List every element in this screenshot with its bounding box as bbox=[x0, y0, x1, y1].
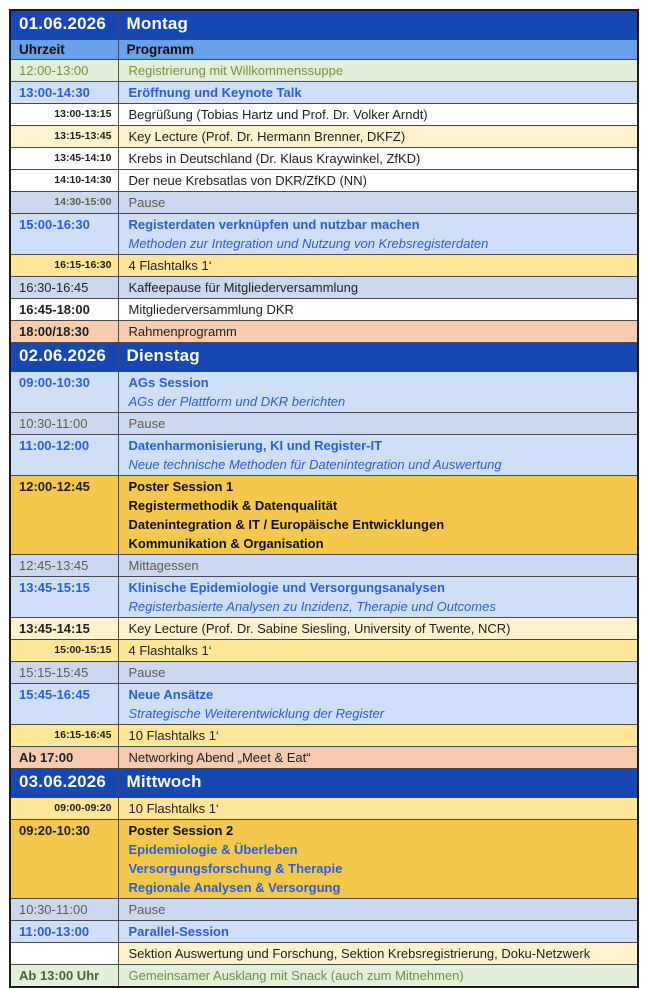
time-cell: 13:45-14:15 bbox=[10, 618, 118, 640]
program-line: Krebs in Deutschland (Dr. Klaus Kraywinkel, ZfKD) bbox=[128, 151, 421, 166]
program-line: Registermethodik & Datenqualität bbox=[128, 498, 338, 513]
time-cell: 09:00-10:30 bbox=[10, 372, 118, 413]
program-line: Begrüßung (Tobias Hartz und Prof. Dr. Volker Arndt) bbox=[128, 107, 428, 122]
time-cell: 15:00-15:15 bbox=[10, 640, 118, 662]
column-header-program: Programm bbox=[118, 40, 638, 60]
program-cell bbox=[118, 299, 638, 321]
program-line: Klinische Epidemiologie und Versorgungsanalysen bbox=[128, 580, 445, 595]
program-line: Registerbasierte Analysen zu Inzidenz, Therapie und Outcomes bbox=[128, 599, 496, 614]
program-cell bbox=[118, 820, 638, 899]
day-date: 01.06.2026 bbox=[10, 10, 118, 40]
program-line: Gemeinsamer Ausklang mit Snack (auch zum Mitnehmen) bbox=[128, 968, 464, 983]
time-cell: 13:45-14:10 bbox=[10, 148, 118, 170]
schedule-row bbox=[10, 148, 638, 170]
schedule-row bbox=[10, 126, 638, 148]
program-line: Methoden zur Integration und Nutzung von Krebsregisterdaten bbox=[128, 236, 489, 251]
schedule-row bbox=[10, 965, 638, 988]
time-cell bbox=[10, 943, 118, 965]
program-cell bbox=[118, 899, 638, 921]
program-cell bbox=[118, 618, 638, 640]
program-cell bbox=[118, 148, 638, 170]
time-cell: 14:10-14:30 bbox=[10, 170, 118, 192]
program-line: Neue technische Methoden für Datenintegration und Auswertung bbox=[128, 457, 502, 472]
program-line: Epidemiologie & Überleben bbox=[128, 842, 298, 857]
schedule-row bbox=[10, 577, 638, 618]
program-line: Mitgliederversammlung DKR bbox=[128, 302, 294, 317]
program-cell bbox=[118, 577, 638, 618]
program-cell bbox=[118, 255, 638, 277]
program-cell bbox=[118, 372, 638, 413]
program-line: Versorgungsforschung & Therapie bbox=[128, 861, 343, 876]
program-line: 4 Flashtalks 1‘ bbox=[128, 258, 212, 273]
program-line: Networking Abend „Meet & Eat“ bbox=[128, 750, 311, 765]
program-line: Registerdaten verknüpfen und nutzbar machen bbox=[128, 217, 420, 232]
day-header-row bbox=[10, 10, 638, 40]
program-cell bbox=[118, 413, 638, 435]
program-line: Rahmenprogramm bbox=[128, 324, 237, 339]
program-cell bbox=[118, 747, 638, 769]
time-cell: 13:00-13:15 bbox=[10, 104, 118, 126]
schedule-row bbox=[10, 725, 638, 747]
column-header-row bbox=[10, 40, 638, 60]
schedule-row bbox=[10, 618, 638, 640]
time-cell: 13:00-14:30 bbox=[10, 82, 118, 104]
program-line: Mittagessen bbox=[128, 558, 199, 573]
time-cell: 12:00-13:00 bbox=[10, 60, 118, 82]
program-line: Key Lecture (Prof. Dr. Hermann Brenner, DKFZ) bbox=[128, 129, 406, 144]
program-line: Strategische Weiterentwicklung der Register bbox=[128, 706, 385, 721]
schedule-row bbox=[10, 555, 638, 577]
schedule-row bbox=[10, 214, 638, 255]
program-line: Kommunikation & Organisation bbox=[128, 536, 324, 551]
schedule-row bbox=[10, 640, 638, 662]
day-weekday: Mittwoch bbox=[118, 769, 638, 798]
program-line: Regionale Analysen & Versorgung bbox=[128, 880, 341, 895]
program-cell bbox=[118, 965, 638, 988]
time-cell: 09:00-09:20 bbox=[10, 798, 118, 820]
time-cell: 16:15-16:45 bbox=[10, 725, 118, 747]
program-line: Poster Session 1 bbox=[128, 479, 234, 494]
time-cell: 11:00-12:00 bbox=[10, 435, 118, 476]
program-line: AGs der Plattform und DKR berichten bbox=[128, 394, 346, 409]
program-line: 4 Flashtalks 1‘ bbox=[128, 643, 212, 658]
time-cell: 13:45-15:15 bbox=[10, 577, 118, 618]
schedule-row bbox=[10, 192, 638, 214]
time-cell: 16:30-16:45 bbox=[10, 277, 118, 299]
program-cell bbox=[118, 277, 638, 299]
schedule-row bbox=[10, 747, 638, 769]
program-line: AGs Session bbox=[128, 375, 209, 390]
time-cell: 11:00-13:00 bbox=[10, 921, 118, 943]
program-line: Pause bbox=[128, 902, 166, 917]
day-header-row bbox=[10, 343, 638, 372]
schedule-body bbox=[10, 10, 638, 987]
program-line: Parallel-Session bbox=[128, 924, 229, 939]
program-cell bbox=[118, 476, 638, 555]
program-line: Key Lecture (Prof. Dr. Sabine Siesling, University of Twente, NCR) bbox=[128, 621, 511, 636]
time-cell: 14:30-15:00 bbox=[10, 192, 118, 214]
program-line: 10 Flashtalks 1‘ bbox=[128, 728, 219, 743]
program-line: Pause bbox=[128, 416, 166, 431]
time-cell: 15:45-16:45 bbox=[10, 684, 118, 725]
time-cell: 15:15-15:45 bbox=[10, 662, 118, 684]
program-cell bbox=[118, 725, 638, 747]
schedule-row bbox=[10, 170, 638, 192]
schedule-row bbox=[10, 476, 638, 555]
schedule-row bbox=[10, 820, 638, 899]
program-line: Registrierung mit Willkommenssuppe bbox=[128, 63, 344, 78]
day-date: 03.06.2026 bbox=[10, 769, 118, 798]
program-cell bbox=[118, 170, 638, 192]
time-cell: 12:45-13:45 bbox=[10, 555, 118, 577]
time-cell: 10:30-11:00 bbox=[10, 899, 118, 921]
program-cell bbox=[118, 104, 638, 126]
day-header-row bbox=[10, 769, 638, 798]
program-cell bbox=[118, 82, 638, 104]
schedule-row bbox=[10, 82, 638, 104]
schedule-row bbox=[10, 255, 638, 277]
program-cell bbox=[118, 921, 638, 943]
program-cell bbox=[118, 126, 638, 148]
program-cell bbox=[118, 684, 638, 725]
schedule-row bbox=[10, 104, 638, 126]
schedule-row bbox=[10, 684, 638, 725]
program-line: Pause bbox=[128, 665, 166, 680]
time-cell: 10:30-11:00 bbox=[10, 413, 118, 435]
program-line: Poster Session 2 bbox=[128, 823, 234, 838]
program-cell bbox=[118, 435, 638, 476]
program-line: Datenharmonisierung, KI und Register-IT bbox=[128, 438, 383, 453]
program-cell bbox=[118, 321, 638, 343]
program-cell bbox=[118, 555, 638, 577]
schedule-row bbox=[10, 60, 638, 82]
schedule-row bbox=[10, 798, 638, 820]
time-cell: 12:00-12:45 bbox=[10, 476, 118, 555]
time-cell: Ab 17:00 bbox=[10, 747, 118, 769]
day-weekday: Dienstag bbox=[118, 343, 638, 372]
program-cell bbox=[118, 214, 638, 255]
program-cell bbox=[118, 798, 638, 820]
column-header-time: Uhrzeit bbox=[10, 40, 118, 60]
program-line: Sektion Auswertung und Forschung, Sektion Krebsregistrierung, Doku-Netzwerk bbox=[128, 946, 591, 961]
schedule-row bbox=[10, 943, 638, 965]
program-line: 10 Flashtalks 1‘ bbox=[128, 801, 219, 816]
program-cell bbox=[118, 640, 638, 662]
schedule-table bbox=[9, 9, 639, 988]
program-line: Pause bbox=[128, 195, 166, 210]
schedule-row bbox=[10, 372, 638, 413]
schedule-row bbox=[10, 277, 638, 299]
time-cell: Ab 13:00 Uhr bbox=[10, 965, 118, 988]
program-line: Eröffnung und Keynote Talk bbox=[128, 85, 302, 100]
program-line: Datenintegration & IT / Europäische Entwicklungen bbox=[128, 517, 445, 532]
program-line: Kaffeepause für Mitgliederversammlung bbox=[128, 280, 359, 295]
day-date: 02.06.2026 bbox=[10, 343, 118, 372]
program-line: Neue Ansätze bbox=[128, 687, 214, 702]
program-cell bbox=[118, 662, 638, 684]
schedule-row bbox=[10, 435, 638, 476]
time-cell: 18:00/18:30 bbox=[10, 321, 118, 343]
time-cell: 16:45-18:00 bbox=[10, 299, 118, 321]
schedule-row bbox=[10, 921, 638, 943]
schedule-row bbox=[10, 413, 638, 435]
day-weekday: Montag bbox=[118, 10, 638, 40]
schedule-row bbox=[10, 321, 638, 343]
program-line: Der neue Krebsatlas von DKR/ZfKD (NN) bbox=[128, 173, 367, 188]
time-cell: 13:15-13:45 bbox=[10, 126, 118, 148]
time-cell: 09:20-10:30 bbox=[10, 820, 118, 899]
program-cell bbox=[118, 943, 638, 965]
schedule-row bbox=[10, 899, 638, 921]
time-cell: 16:15-16:30 bbox=[10, 255, 118, 277]
program-cell bbox=[118, 60, 638, 82]
schedule-row bbox=[10, 662, 638, 684]
time-cell: 15:00-16:30 bbox=[10, 214, 118, 255]
schedule-row bbox=[10, 299, 638, 321]
program-cell bbox=[118, 192, 638, 214]
